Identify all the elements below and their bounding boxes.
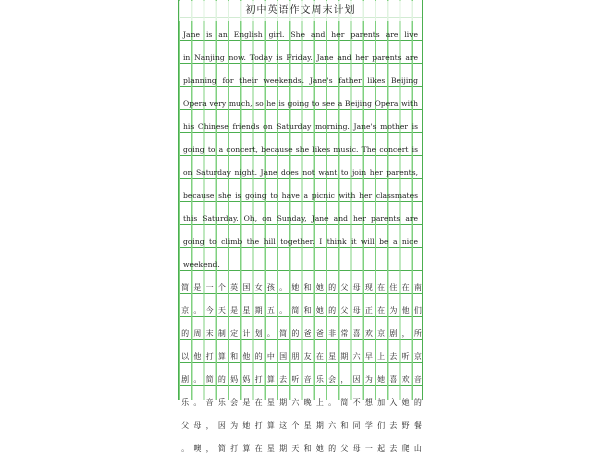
chinese-line: 乐 。 音 乐 会 是 在 星 期 六 晚 上 。 简 不 想 加 入 她 的 — [181, 398, 422, 407]
english-line: Jane is an English girl. She and her parents are live — [183, 30, 418, 39]
chinese-line: 剧 。 简 的 妈 妈 打 算 去 听 音 乐 会 ， 因 为 她 喜 欢 音 — [181, 375, 422, 384]
english-line: weekend. — [183, 260, 220, 269]
english-line: because she is going to have a picnic with her classmates — [183, 191, 418, 200]
chinese-line: 简 是 一 个 英 国 女 孩 。 她 和 她 的 父 母 现 在 住 在 南 — [181, 283, 422, 292]
chinese-line: 父 母 ， 因 为 她 打 算 这 个 星 期 六 和 同 学 们 去 野 餐 — [181, 421, 422, 430]
chinese-line: 的 周 末 制 定 计 划 。 简 的 爸 爸 非 常 喜 欢 京 剧 ， 所 — [181, 329, 422, 338]
chinese-line: 京 。 今 天 是 星 期 五 。 简 和 她 的 父 母 正 在 为 他 们 — [181, 306, 422, 315]
english-line: going to climb the hill together. I think it will be a nice — [183, 237, 418, 246]
essay-title: 初中英语作文周末计划 — [179, 1, 422, 21]
english-line: planning for their weekends. Jane's father likes Beijing — [183, 76, 418, 85]
english-line: this Saturday. Oh, on Sunday, Jane and her parents are — [183, 214, 418, 223]
english-line: on Saturday night. Jane does not want to join her parents, — [183, 168, 418, 177]
english-line: going to a concert, because she likes music. The concert is — [183, 145, 418, 154]
english-line: his Chinese friends on Saturday morning. Jane's mother is — [183, 122, 418, 131]
chinese-line: 以 他 打 算 和 他 的 中 国 朋 友 在 星 期 六 早 上 去 听 京 — [181, 352, 422, 361]
english-line: Opera very much, so he is going to see a Beijing Opera with — [183, 99, 418, 108]
chinese-line: 。 噢 ， 简 打 算 在 星 期 天 和 她 的 父 母 一 起 去 爬 山 — [181, 444, 422, 453]
essay-sheet — [178, 0, 423, 453]
english-line: in Nanjing now. Today is Friday. Jane and her parents are — [183, 53, 418, 62]
